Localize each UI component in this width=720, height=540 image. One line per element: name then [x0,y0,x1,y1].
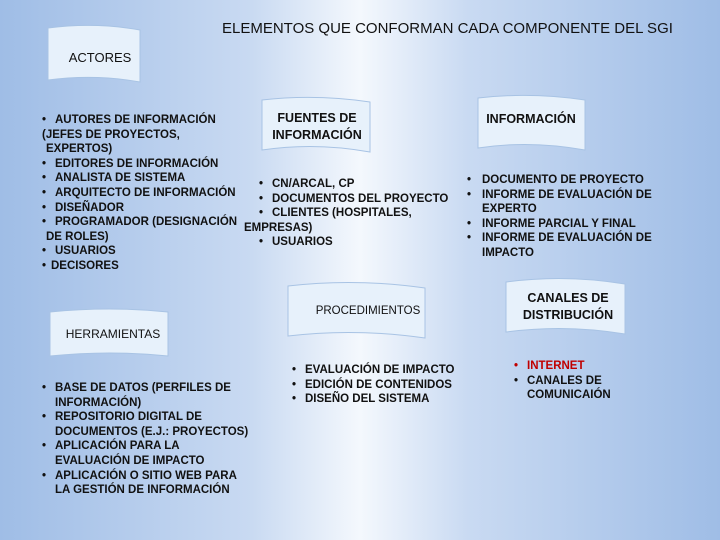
fuentes-label [262,110,372,144]
list-item: • USUARIOS [259,235,464,250]
canales-label-line2: DISTRIBUCIÓN [522,308,614,322]
list-item: • DECISORES [42,259,262,274]
list-item: • BASE DE DATOS (PERFILES DE [42,381,267,396]
list-item: • CLIENTES (HOSPITALES, [259,206,464,221]
list-item: EXPERTO [482,203,537,216]
list-item: • INFORME PARCIAL Y FINAL [467,217,667,232]
list-item: • PROGRAMADOR (DESIGNACIÓN [42,215,262,230]
list-item: INFORMACIÓN) [55,396,142,409]
list-item: • APLICACIÓN PARA LA [42,439,267,454]
list-item: • CN/ARCAL, CP [259,177,464,192]
list-item: • EDITORES DE INFORMACIÓN [42,157,262,172]
fuentes-label-line1: FUENTES DE [277,111,357,125]
list-item: • INFORME DE EVALUACIÓN DE [467,188,667,203]
list-item: • APLICACIÓN O SITIO WEB PARA [42,469,267,484]
informacion-label: INFORMACIÓN [486,112,576,126]
list-item: • AUTORES DE INFORMACIÓN [42,113,262,128]
list-item: • DISEÑADOR [42,201,262,216]
list-item: • DOCUMENTO DE PROYECTO [467,173,667,188]
list-item: • DISEÑO DEL SISTEMA [292,392,482,407]
list-item: DOCUMENTOS (E.J.: PROYECTOS) [55,425,249,438]
list-item: • INFORME DE EVALUACIÓN DE [467,231,667,246]
list-item: EXPERTOS) [46,143,113,156]
list-item: IMPACTO [482,246,534,259]
list-item: • ANALISTA DE SISTEMA [42,171,262,186]
list-item: LA GESTIÓN DE INFORMACIÓN [55,484,230,497]
list-item: • INTERNET [514,359,644,374]
list-item: COMUNICAIÓN [527,389,611,402]
procedimientos-list [292,363,482,407]
list-item: (JEFES DE PROYECTOS, [42,128,180,141]
page-title: ELEMENTOS QUE CONFORMAN CADA COMPONENTE DEL SGI [222,20,673,37]
list-item: • REPOSITORIO DIGITAL DE [42,410,267,425]
actores-label: ACTORES [68,50,132,65]
list-item: • USUARIOS [42,244,262,259]
informacion-list [467,173,667,261]
canales-label [508,290,628,324]
list-item: DE ROLES) [46,230,109,243]
list-item: • ARQUITECTO DE INFORMACIÓN [42,186,262,201]
list-item: • EVALUACIÓN DE IMPACTO [292,363,482,378]
fuentes-label-line2: INFORMACIÓN [272,128,362,142]
fuentes-list [244,177,464,250]
herramientas-list [42,381,267,498]
list-item: • EDICIÓN DE CONTENIDOS [292,378,482,393]
list-item: EMPRESAS) [244,221,313,234]
actores-list [42,113,262,274]
list-item: • CANALES DE [514,374,644,389]
list-item: • DOCUMENTOS DEL PROYECTO [259,192,464,207]
canales-label-line1: CANALES DE [527,291,609,305]
procedimientos-label: PROCEDIMIENTOS [315,305,421,317]
canales-list [514,359,644,403]
list-item: EVALUACIÓN DE IMPACTO [55,454,205,467]
herramientas-label: HERRAMIENTAS [65,327,161,341]
